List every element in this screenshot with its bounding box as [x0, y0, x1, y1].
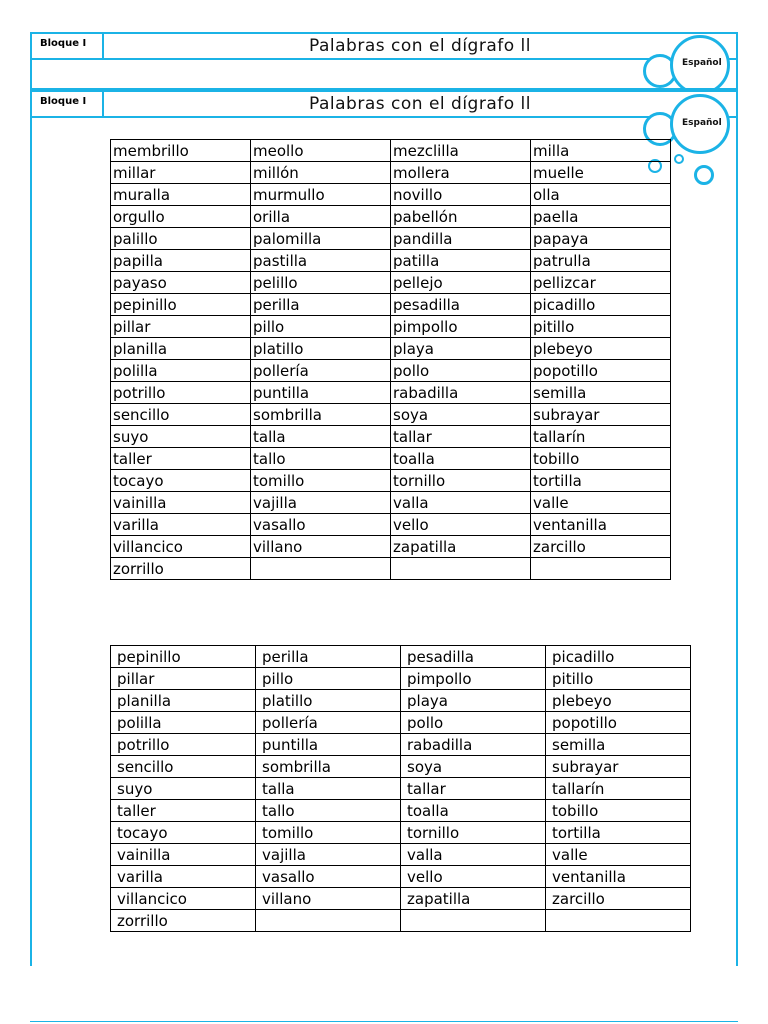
word-cell: pitillo — [546, 668, 691, 690]
word-cell: olla — [531, 184, 671, 206]
word-cell: sombrilla — [256, 756, 401, 778]
word-cell: soya — [401, 756, 546, 778]
word-cell: valle — [531, 492, 671, 514]
word-cell: plebeyo — [531, 338, 671, 360]
word-cell: pandilla — [391, 228, 531, 250]
table-row — [111, 800, 691, 822]
bubble-tiny-3 — [694, 165, 714, 185]
frame-left-1 — [30, 58, 32, 88]
word-cell: rabadilla — [401, 734, 546, 756]
word-cell: meollo — [251, 140, 391, 162]
word-cell: picadillo — [546, 646, 691, 668]
table-row — [111, 712, 691, 734]
word-cell: zapatilla — [401, 888, 546, 910]
table-row — [111, 228, 671, 250]
word-cell: pesadilla — [401, 646, 546, 668]
word-cell: novillo — [391, 184, 531, 206]
word-cell: playa — [401, 690, 546, 712]
word-cell: villancico — [111, 536, 251, 558]
word-cell: pillo — [251, 316, 391, 338]
word-cell: pepinillo — [111, 646, 256, 668]
word-cell: tortilla — [546, 822, 691, 844]
word-cell: vajilla — [256, 844, 401, 866]
word-cell: ventanilla — [531, 514, 671, 536]
word-cell: pellizcar — [531, 272, 671, 294]
word-cell: zarcillo — [531, 536, 671, 558]
word-cell: muelle — [531, 162, 671, 184]
word-cell: talla — [256, 778, 401, 800]
frame-right-1 — [736, 58, 738, 88]
word-cell: planilla — [111, 690, 256, 712]
word-cell: potrillo — [111, 734, 256, 756]
frame-left-2 — [30, 116, 32, 966]
word-cell: polilla — [111, 360, 251, 382]
word-cell: pillo — [256, 668, 401, 690]
word-cell: pesadilla — [391, 294, 531, 316]
table-row — [111, 492, 671, 514]
word-cell: vello — [401, 866, 546, 888]
word-cell — [531, 558, 671, 580]
word-cell: pitillo — [531, 316, 671, 338]
table-row — [111, 448, 671, 470]
word-cell: palillo — [111, 228, 251, 250]
word-cell: tallar — [401, 778, 546, 800]
word-cell: planilla — [111, 338, 251, 360]
word-cell — [546, 910, 691, 932]
word-cell: valla — [401, 844, 546, 866]
word-cell: mollera — [391, 162, 531, 184]
word-cell: talla — [251, 426, 391, 448]
word-table-1 — [110, 139, 671, 580]
table-row — [111, 734, 691, 756]
word-cell: orgullo — [111, 206, 251, 228]
word-cell: vello — [391, 514, 531, 536]
word-cell: popotillo — [531, 360, 671, 382]
word-cell: tocayo — [111, 470, 251, 492]
word-cell: perilla — [251, 294, 391, 316]
word-cell: plebeyo — [546, 690, 691, 712]
word-cell: pollería — [256, 712, 401, 734]
word-cell: tallarín — [546, 778, 691, 800]
word-cell: subrayar — [531, 404, 671, 426]
page-title-1: Palabras con el dígrafo ll — [102, 32, 738, 60]
table-row — [111, 162, 671, 184]
table-row — [111, 690, 691, 712]
word-cell: muralla — [111, 184, 251, 206]
word-cell: millón — [251, 162, 391, 184]
bloque-label-2: Bloque I — [40, 96, 87, 107]
word-cell: suyo — [111, 426, 251, 448]
table-row — [111, 844, 691, 866]
footer-line — [30, 1021, 738, 1022]
table-row — [111, 558, 671, 580]
word-cell: patilla — [391, 250, 531, 272]
word-cell: popotillo — [546, 712, 691, 734]
header-line-1 — [30, 58, 738, 60]
word-cell: zorrillo — [111, 910, 256, 932]
word-cell: semilla — [546, 734, 691, 756]
subject-label-2: Español — [682, 118, 722, 128]
word-cell: pelillo — [251, 272, 391, 294]
word-cell: patrulla — [531, 250, 671, 272]
table-row — [111, 382, 671, 404]
word-cell: tortilla — [531, 470, 671, 492]
table-row — [111, 866, 691, 888]
table-row — [111, 404, 671, 426]
word-cell: playa — [391, 338, 531, 360]
word-cell: picadillo — [531, 294, 671, 316]
table-row — [111, 272, 671, 294]
word-cell: puntilla — [256, 734, 401, 756]
word-cell: murmullo — [251, 184, 391, 206]
word-cell: taller — [111, 448, 251, 470]
word-cell: papilla — [111, 250, 251, 272]
word-cell: semilla — [531, 382, 671, 404]
table-row — [111, 206, 671, 228]
table-row — [111, 668, 691, 690]
word-cell: polilla — [111, 712, 256, 734]
word-cell: tobillo — [531, 448, 671, 470]
word-cell: mezclilla — [391, 140, 531, 162]
word-cell: milla — [531, 140, 671, 162]
word-cell: sencillo — [111, 756, 256, 778]
word-cell: palomilla — [251, 228, 391, 250]
word-cell: sencillo — [111, 404, 251, 426]
word-cell: pillar — [111, 316, 251, 338]
word-cell: orilla — [251, 206, 391, 228]
word-cell: vainilla — [111, 844, 256, 866]
table-row — [111, 426, 671, 448]
table-row — [111, 822, 691, 844]
word-cell: zarcillo — [546, 888, 691, 910]
word-cell: pastilla — [251, 250, 391, 272]
word-cell: valle — [546, 844, 691, 866]
word-cell: platillo — [251, 338, 391, 360]
word-cell: varilla — [111, 514, 251, 536]
word-cell: papaya — [531, 228, 671, 250]
word-cell: puntilla — [251, 382, 391, 404]
word-cell: toalla — [391, 448, 531, 470]
table-row — [111, 250, 671, 272]
word-cell: valla — [391, 492, 531, 514]
word-cell: toalla — [401, 800, 546, 822]
word-cell: pollo — [401, 712, 546, 734]
word-cell — [401, 910, 546, 932]
word-cell: vasallo — [256, 866, 401, 888]
word-cell: villano — [251, 536, 391, 558]
table-row — [111, 536, 671, 558]
word-cell: pillar — [111, 668, 256, 690]
word-cell: platillo — [256, 690, 401, 712]
word-cell: paella — [531, 206, 671, 228]
word-cell: tobillo — [546, 800, 691, 822]
word-cell: sombrilla — [251, 404, 391, 426]
table-row — [111, 910, 691, 932]
word-cell: pabellón — [391, 206, 531, 228]
word-cell: varilla — [111, 866, 256, 888]
word-cell: payaso — [111, 272, 251, 294]
word-cell: subrayar — [546, 756, 691, 778]
bloque-label-1: Bloque I — [40, 38, 87, 49]
word-cell: rabadilla — [391, 382, 531, 404]
word-cell — [251, 558, 391, 580]
table-row — [111, 360, 671, 382]
word-cell: vajilla — [251, 492, 391, 514]
word-cell: taller — [111, 800, 256, 822]
word-cell: millar — [111, 162, 251, 184]
word-cell: tallo — [251, 448, 391, 470]
table-row — [111, 756, 691, 778]
word-cell: potrillo — [111, 382, 251, 404]
frame-right-2 — [736, 116, 738, 966]
word-cell: vasallo — [251, 514, 391, 536]
word-cell: tallarín — [531, 426, 671, 448]
page-title-2: Palabras con el dígrafo ll — [102, 90, 738, 118]
word-cell: perilla — [256, 646, 401, 668]
word-cell: membrillo — [111, 140, 251, 162]
word-cell: tomillo — [256, 822, 401, 844]
word-cell: villancico — [111, 888, 256, 910]
word-cell: suyo — [111, 778, 256, 800]
word-cell: tornillo — [391, 470, 531, 492]
subject-label-1: Español — [682, 58, 722, 68]
word-cell: pollería — [251, 360, 391, 382]
table-row — [111, 470, 671, 492]
word-cell: villano — [256, 888, 401, 910]
table-row — [111, 514, 671, 536]
word-cell: tomillo — [251, 470, 391, 492]
word-cell: ventanilla — [546, 866, 691, 888]
word-cell: tallo — [256, 800, 401, 822]
word-cell: tocayo — [111, 822, 256, 844]
table-row — [111, 184, 671, 206]
word-cell: vainilla — [111, 492, 251, 514]
table-row — [111, 888, 691, 910]
table-row — [111, 778, 691, 800]
word-cell: pimpollo — [401, 668, 546, 690]
word-cell — [391, 558, 531, 580]
word-cell: soya — [391, 404, 531, 426]
word-cell: pellejo — [391, 272, 531, 294]
word-cell — [256, 910, 401, 932]
word-cell: tallar — [391, 426, 531, 448]
table-row — [111, 338, 671, 360]
bubble-tiny-2 — [674, 154, 684, 164]
word-cell: zapatilla — [391, 536, 531, 558]
word-cell: pollo — [391, 360, 531, 382]
table-row — [111, 294, 671, 316]
table-row — [111, 316, 671, 338]
table-row — [111, 140, 671, 162]
table-row — [111, 646, 691, 668]
word-cell: zorrillo — [111, 558, 251, 580]
word-cell: tornillo — [401, 822, 546, 844]
word-cell: pimpollo — [391, 316, 531, 338]
word-table-2 — [110, 645, 691, 932]
word-cell: pepinillo — [111, 294, 251, 316]
